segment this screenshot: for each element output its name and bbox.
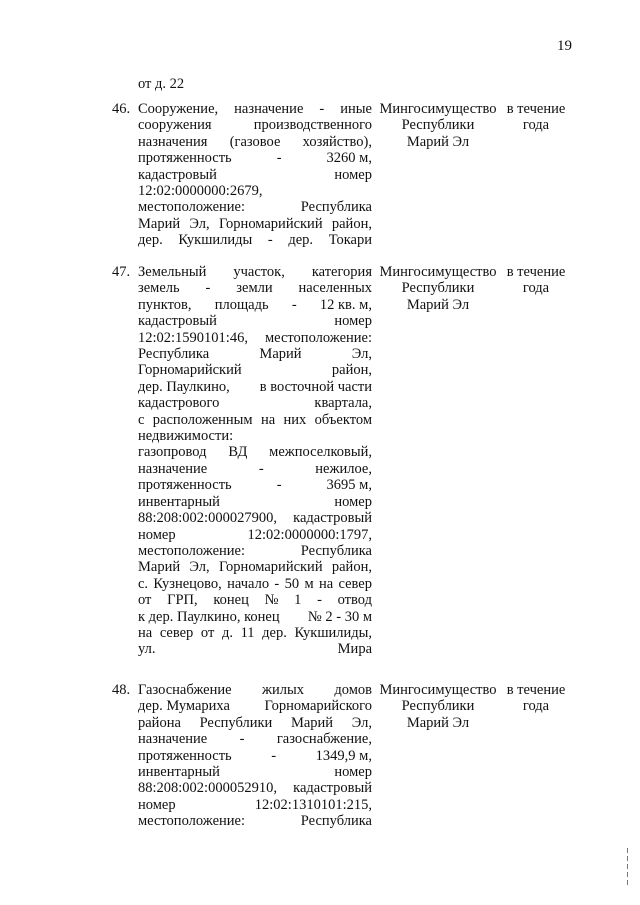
description-word: отвод (337, 592, 372, 609)
description-word: Марий (259, 346, 302, 363)
description-word: - (291, 296, 297, 313)
term-line: в течение (506, 682, 566, 698)
description-word: земель (138, 280, 180, 297)
description-word: 88:208:002:000052910, (138, 780, 277, 797)
description-line (138, 576, 372, 592)
description-line (138, 748, 372, 764)
description-word: район, (331, 362, 372, 379)
description-line (138, 346, 372, 362)
description-word: на север от д. 11 дер. Кукшилиды, (138, 624, 372, 641)
description-line (138, 428, 372, 444)
description-word: - (239, 731, 245, 748)
description-word: конец (213, 592, 249, 609)
description-word: назначение (138, 731, 208, 748)
description-word: 12:02:1590101:46, (138, 329, 248, 346)
description-word: ул. Мира (138, 641, 372, 658)
description-line (138, 264, 372, 280)
description-word: - (258, 460, 264, 477)
description-line (138, 313, 372, 329)
description-word: Горномарийский (218, 215, 323, 232)
description-line (138, 167, 372, 183)
description-word: номер (334, 493, 372, 510)
description-word: - (276, 477, 282, 494)
description-line (138, 117, 372, 133)
responsible-line: Марий Эл (406, 133, 470, 150)
description-word: номер (138, 526, 176, 543)
description-line (138, 297, 372, 313)
description-word: ГРП, (167, 592, 198, 609)
description-line (138, 232, 372, 248)
description-line (138, 330, 372, 346)
description-word: 3695 м, (326, 477, 372, 494)
item-description (138, 682, 372, 830)
description-word: назначения (138, 133, 208, 150)
description-word: Республика (300, 199, 372, 216)
description-line (138, 379, 372, 395)
description-line (138, 592, 372, 608)
description-line (138, 134, 372, 150)
item-description (138, 264, 372, 658)
description-word: - (276, 150, 282, 167)
term-line: года (522, 280, 550, 297)
description-line (138, 280, 372, 296)
description-word: 3260 м, (326, 150, 372, 167)
description-word: дер. Мумариха (138, 698, 230, 715)
description-word: - (317, 592, 322, 609)
description-word: номер (334, 313, 372, 330)
page-number: 19 (557, 38, 572, 54)
item-number: 47. (112, 264, 131, 280)
item-responsible (376, 101, 500, 150)
description-word: 88:208:002:000027900, (138, 510, 277, 527)
description-word: Эл, (351, 346, 372, 363)
responsible-line: Республики (401, 117, 475, 134)
description-line (138, 216, 372, 232)
description-word: 1 (294, 592, 302, 609)
description-word: к дер. Паулкино, конец (138, 608, 280, 625)
description-word: Марий (290, 714, 334, 731)
description-word: 1349,9 м, (315, 747, 372, 764)
description-word: № (264, 592, 279, 609)
description-word: местоположение: (138, 542, 245, 559)
description-word: кадастровый (138, 166, 217, 183)
description-word: от (138, 592, 152, 609)
description-word: газоснабжение, (276, 731, 372, 748)
responsible-line: Марий Эл (406, 296, 470, 313)
item-number: 48. (112, 682, 131, 698)
description-line (138, 813, 372, 829)
description-word: пунктов, (138, 296, 192, 313)
description-word: площадь (214, 296, 269, 313)
description-word: производственного (253, 117, 372, 134)
responsible-line: Республики (401, 280, 475, 297)
description-word: земли (236, 280, 273, 297)
description-word: Горномарийский (138, 362, 242, 379)
responsible-line: Мингосимущество (379, 264, 497, 280)
description-word: назначение (138, 460, 208, 477)
description-word: местоположение: Республика (138, 813, 372, 830)
description-word: район, (331, 215, 372, 232)
description-word: район, (331, 559, 372, 576)
description-word: номер (334, 166, 372, 183)
description-line (138, 764, 372, 780)
description-word: кадастровый (293, 510, 372, 527)
description-word: протяженность (138, 150, 232, 167)
description-word: Марий (138, 215, 181, 232)
description-line (138, 797, 372, 813)
description-line (138, 362, 372, 378)
description-word: 12:02:0000000:2679, (138, 183, 263, 200)
description-line (138, 150, 372, 166)
description-line (138, 510, 372, 526)
description-line (138, 444, 372, 460)
description-word: Республика (138, 346, 210, 363)
term-line: в течение (506, 264, 566, 280)
description-word: недвижимости: (138, 428, 234, 445)
responsible-line: Мингосимущество (379, 682, 497, 698)
term-line: года (522, 698, 550, 715)
description-word: Эл, (189, 559, 210, 576)
description-word: кадастрового (138, 395, 220, 412)
description-word: дер. Паулкино, (138, 378, 230, 395)
description-word: с. Кузнецово, начало - 50 м на север (138, 575, 372, 592)
description-word: Земельный (138, 264, 207, 280)
description-line (138, 559, 372, 575)
description-word: Горномарийского (264, 698, 372, 715)
description-line (138, 412, 372, 428)
item-responsible (376, 264, 500, 313)
description-line (138, 101, 372, 117)
description-word: - (319, 101, 325, 117)
description-word: инвентарный (138, 493, 220, 510)
description-word: № 2 - 30 м (307, 608, 372, 625)
description-word: кадастровый (138, 313, 217, 330)
description-word: 12 кв. м, (319, 296, 372, 313)
item-term (504, 264, 568, 297)
description-word: назначение (234, 101, 304, 117)
description-word: 12:02:0000000:1797, (247, 526, 372, 543)
description-line (138, 715, 372, 731)
responsible-line: Мингосимущество (379, 101, 497, 117)
item-term (504, 101, 568, 134)
description-word: Эл, (351, 714, 372, 731)
description-word: номер (138, 796, 176, 813)
description-word: с расположенным на них объектом (138, 411, 372, 428)
description-word: - (271, 747, 277, 764)
description-line (138, 780, 372, 796)
description-line (138, 395, 372, 411)
description-line (138, 731, 372, 747)
description-word: местоположение: (138, 199, 245, 216)
description-word: Республики (199, 714, 273, 731)
item-number: 46. (112, 101, 131, 117)
description-word: Эл, (189, 215, 210, 232)
description-word: жилых (261, 682, 304, 698)
description-line (138, 609, 372, 625)
description-word: Республика (300, 542, 372, 559)
responsible-line: Республики (401, 698, 475, 715)
description-word: хозяйство), (302, 133, 372, 150)
description-line (138, 698, 372, 714)
description-word: номер (334, 764, 372, 781)
description-line (138, 494, 372, 510)
description-word: Горномарийский (218, 559, 323, 576)
description-word: категория (311, 264, 372, 280)
description-line (138, 461, 372, 477)
description-word: населенных (298, 280, 372, 297)
description-line (138, 527, 372, 543)
description-line (138, 625, 372, 641)
description-word: сооружения (138, 117, 212, 134)
continuation-text: от д. 22 (138, 76, 185, 92)
description-word: 12:02:1310101:215, (254, 796, 372, 813)
description-word: Марий (138, 559, 181, 576)
item-description (138, 101, 372, 249)
description-word: кадастровый (293, 780, 372, 797)
description-word: в восточной части (259, 378, 372, 395)
description-line (138, 199, 372, 215)
term-line: года (522, 117, 550, 134)
description-word: Сооружение, (138, 101, 219, 117)
description-word: межпоселковый, (269, 444, 372, 461)
description-line (138, 477, 372, 493)
item-term (504, 682, 568, 715)
description-line (138, 543, 372, 559)
item-responsible (376, 682, 500, 731)
description-word: квартала, (314, 395, 372, 412)
description-word: района (138, 714, 181, 731)
description-word: инвентарный (138, 764, 220, 781)
description-word: (газовое (229, 133, 281, 150)
description-word: - (205, 280, 211, 297)
description-word: домов (334, 682, 372, 698)
description-word: ВД (228, 444, 248, 461)
scan-marks (627, 848, 629, 888)
description-line (138, 183, 372, 199)
description-word: иные (340, 101, 372, 117)
description-word: газопровод (138, 444, 207, 461)
responsible-line: Марий Эл (406, 714, 470, 731)
description-line (138, 682, 372, 698)
description-word: дер. Кукшилиды - дер. Токари (138, 232, 372, 249)
term-line: в течение (506, 101, 566, 117)
description-word: протяженность (138, 477, 232, 494)
description-word: Газоснабжение (138, 682, 232, 698)
description-word: протяженность (138, 747, 232, 764)
description-word: местоположение: (265, 329, 372, 346)
description-line (138, 641, 372, 657)
description-word: нежилое, (315, 460, 372, 477)
description-word: участок, (233, 264, 285, 280)
